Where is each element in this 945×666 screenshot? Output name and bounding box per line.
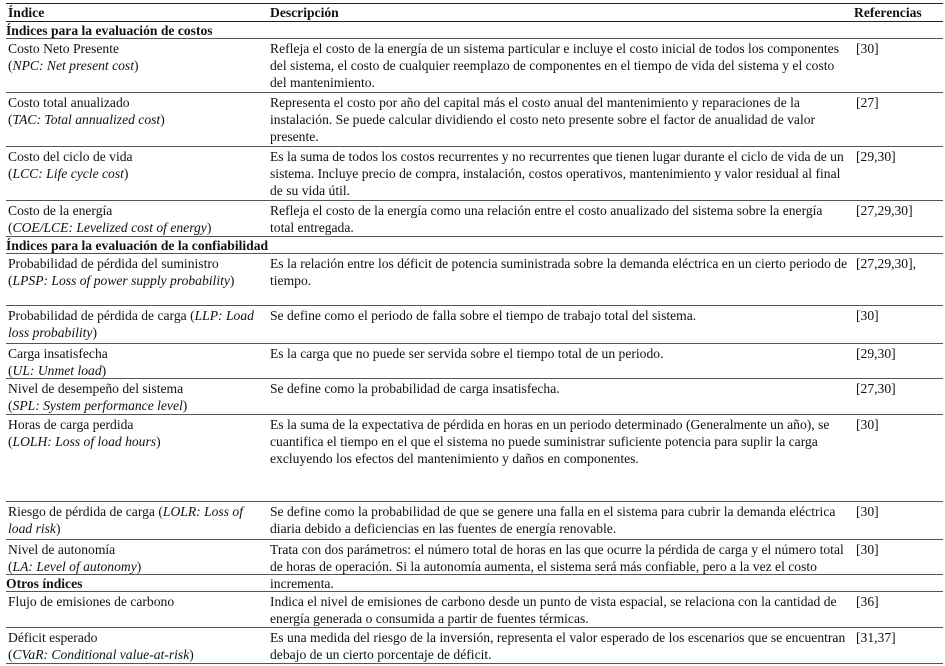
table-row xyxy=(6,592,943,628)
index-name: Nivel de autonomía xyxy=(8,542,116,557)
table-row xyxy=(6,147,943,201)
table-row xyxy=(6,254,943,306)
index-abbreviation: LCC: Life cycle cost xyxy=(12,166,124,181)
references-cell: [27,30] xyxy=(856,381,896,396)
index-abbreviation: LOLH: Loss of load hours xyxy=(12,434,157,449)
index-name: Costo Neto Presente xyxy=(8,41,120,56)
description-cell: Trata con dos parámetros: el número total de horas en las que ocurre la pérdida de carga y el número total de horas de operación. Si la autonomía aumenta, el sistema será más confiable, pero a la vez el costo incrementa. xyxy=(270,542,844,591)
index-cell xyxy=(6,593,270,627)
index-name: Probabilidad de pérdida de carga xyxy=(8,308,187,323)
section-title: Índices para la evaluación de la confiabilidad xyxy=(6,238,269,253)
header-index: Índice xyxy=(8,5,45,20)
references-cell: [31,37] xyxy=(856,630,896,645)
index-name: Costo del ciclo de vida xyxy=(8,149,133,164)
index-abbreviation: LA: Level of autonomy xyxy=(12,559,137,574)
description-cell: Es una medida del riesgo de la inversión, representa el valor esperado de los escenarios que se encuentran debajo de un cierto porcentaje de déficit. xyxy=(270,630,846,662)
index-abbreviation: COE/LCE: Levelized cost of energy xyxy=(12,220,207,235)
description-cell: Refleja el costo de la energía como una relación entre el costo anualizado del sistema sobre la energía total entregada. xyxy=(270,203,823,235)
description-cell: Es la relación entre los déficit de potencia suministrada sobre la demanda eléctrica en un cierto periodo de tiempo. xyxy=(270,256,848,288)
index-cell: Probabilidad de pérdida de carga (LLP: Load loss probability) xyxy=(8,308,254,340)
description-cell: Representa el costo por año del capital más el costo anual del mantenimiento y reparaciones de la instalación. Se puede calcular dividiendo el costo neto presente sobre el factor de anualidad de valor presente. xyxy=(270,95,816,144)
references-cell: [29,30] xyxy=(856,149,896,164)
header-references: Referencias xyxy=(854,5,922,20)
description-cell: Es la suma de la expectativa de pérdida en horas en un periodo determinado (Generalmente un año), se cuantifica el tiempo en el que el sistema no puede suministrar suficiente potencia para suplir la carga excluyendo los efectos del mantenimiento y daños en componentes. xyxy=(270,417,830,466)
description-cell: Refleja el costo de la energía de un sistema particular e incluye el costo inicial de todos los componentes del sistema, el costo de cualquier reemplazo de componentes en el tiempo de vida del sistema y el costo del mantenimiento. xyxy=(270,41,839,90)
index-name: Nivel de desempeño del sistema xyxy=(8,381,184,396)
description-cell: Es la suma de todos los costos recurrentes y no recurrentes que tienen lugar durante el ciclo de vida de un sistema. Incluye precio de compra, instalación, costos operativos, mantenimiento y valor residual al final de su vida útil. xyxy=(270,149,844,198)
index-cell: Costo Neto Presente (NPC: Net present cost) xyxy=(8,41,139,73)
index-cell: Costo del ciclo de vida (LCC: Life cycle cost) xyxy=(8,149,133,181)
index-abbreviation: LPSP: Loss of power supply probability xyxy=(12,273,230,288)
table-row xyxy=(6,306,943,344)
table-row xyxy=(6,39,943,93)
section-title: Índices para la evaluación de costos xyxy=(6,23,213,38)
index-cell: Nivel de desempeño del sistema (SPL: System performance level) xyxy=(8,381,188,413)
indices-table xyxy=(6,3,943,664)
index-abbreviation: LLP: Load loss probability xyxy=(8,308,254,340)
table-row xyxy=(6,201,943,237)
index-cell: Riesgo de pérdida de carga (LOLR: Loss of load risk) xyxy=(8,504,243,536)
index-cell: Déficit esperado (CVaR: Conditional value-at-risk) xyxy=(8,630,194,662)
references-cell: [30] xyxy=(856,308,879,323)
table-row xyxy=(6,415,943,502)
index-name: Riesgo de pérdida de carga xyxy=(8,504,155,519)
references-cell: [30] xyxy=(856,417,879,432)
index-cell: Nivel de autonomía (LA: Level of autonomy) xyxy=(8,542,142,574)
table-header xyxy=(6,4,943,22)
description-cell: Se define como la probabilidad de que se genere una falla en el sistema para cubrir la demanda eléctrica diaria debido a deficiencias en las fuentes de energía renovable. xyxy=(270,504,836,536)
index-abbreviation: LOLR: Loss of load risk xyxy=(8,504,243,536)
index-name: Probabilidad de pérdida del suministro xyxy=(8,256,219,271)
references-cell: [29,30] xyxy=(856,346,896,361)
section-title: Otros índices xyxy=(6,576,83,591)
table-row xyxy=(6,93,943,147)
description-cell: Indica el nivel de emisiones de carbono desde un punto de vista espacial, se relaciona con la cantidad de energía generada o consumida a partir de fuentes térmicas. xyxy=(270,594,837,626)
header-description: Descripción xyxy=(270,5,339,20)
index-name: Flujo de emisiones de carbono xyxy=(8,594,175,609)
index-name: Costo de la energía xyxy=(8,203,113,218)
references-cell: [27,29,30] xyxy=(856,203,913,218)
index-cell: Carga insatisfecha (UL: Unmet load) xyxy=(8,346,108,378)
table-row xyxy=(6,628,943,664)
references-cell: [30] xyxy=(856,41,879,56)
index-name: Costo total anualizado xyxy=(8,95,130,110)
index-name: Déficit esperado xyxy=(8,630,98,645)
index-name: Horas de carga perdida xyxy=(8,417,134,432)
index-abbreviation: SPL: System performance level xyxy=(12,398,183,413)
description-cell: Es la carga que no puede ser servida sobre el tiempo total de un periodo. xyxy=(270,346,664,361)
references-cell: [30] xyxy=(856,504,879,519)
index-cell: Costo de la energía (COE/LCE: Levelized cost of energy) xyxy=(8,203,212,235)
index-abbreviation: UL: Unmet load xyxy=(12,363,102,378)
index-abbreviation: CVaR: Conditional value-at-risk xyxy=(12,647,190,662)
table-row xyxy=(6,379,943,415)
description-cell: Se define como la probabilidad de carga insatisfecha. xyxy=(270,381,560,396)
section-header xyxy=(6,22,943,39)
table-row xyxy=(6,344,943,379)
references-cell: [36] xyxy=(856,594,879,609)
section-header xyxy=(6,575,943,592)
table-row xyxy=(6,502,943,540)
references-cell: [27,29,30], xyxy=(856,256,917,271)
section-header xyxy=(6,237,943,254)
index-cell: Probabilidad de pérdida del suministro (LPSP: Loss of power supply probability) xyxy=(8,256,235,288)
index-abbreviation: TAC: Total annualized cost xyxy=(12,112,161,127)
description-cell: Se define como el periodo de falla sobre el tiempo de trabajo total del sistema. xyxy=(270,308,697,323)
references-cell: [27] xyxy=(856,95,879,110)
index-abbreviation: NPC: Net present cost xyxy=(12,58,134,73)
index-cell: Horas de carga perdida (LOLH: Loss of load hours) xyxy=(8,417,161,449)
index-cell: Costo total anualizado (TAC: Total annualized cost) xyxy=(8,95,165,127)
index-name: Carga insatisfecha xyxy=(8,346,108,361)
references-cell: [30] xyxy=(856,542,879,557)
